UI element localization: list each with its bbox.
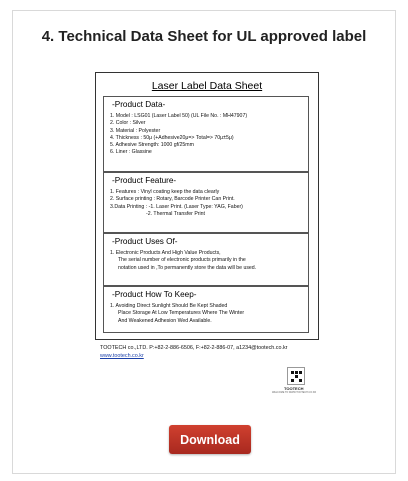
section-heading: -Product Feature- [112, 176, 177, 185]
data-sheet-image [95, 72, 319, 340]
section-heading: -Product How To Keep- [112, 290, 197, 299]
product-keep-section [103, 286, 309, 333]
data-line: 2. Color : Silver [110, 120, 146, 127]
product-uses-section [103, 233, 309, 286]
keep-line: And Weakened Adhesion Wed Available. [118, 317, 212, 324]
feature-line: 1. Features : Vinyl coating keep the data clearly [110, 189, 220, 195]
page-title: 4. Technical Data Sheet for UL approved label [41, 28, 367, 45]
product-feature-section [103, 172, 309, 233]
data-line: 6. Liner : Glassine [110, 149, 152, 156]
product-data-section [103, 96, 309, 172]
company-contact: TOOTECH co.,LTD. P:+82-2-886-6506, F:+82-2-886-07, a1234@tootech.co.kr [100, 345, 288, 351]
website-link[interactable]: www.tootech.co.kr [100, 353, 144, 359]
download-button[interactable]: Download [169, 425, 251, 454]
data-line: 4. Thickness : 50μ (+Adhesive20μ=> Total=> 70μ±5μ) [110, 134, 234, 141]
section-heading: -Product Data- [112, 100, 166, 109]
uses-line: 1. Electronic Products And High Value Products, [110, 250, 221, 256]
logo-tagline: WELCOME TO WWW.TOOTECH.CO.KR [272, 391, 317, 394]
sheet-title: Laser Label Data Sheet [151, 80, 263, 92]
data-line: 1. Model : LSG01 (Laser Label 50) (UL File No. : MH47907) [110, 113, 248, 119]
logo-name: TOOTECH [284, 386, 304, 391]
section-heading: -Product Uses Of- [112, 237, 178, 246]
uses-line: The serial number of electronic products primarily in the [118, 257, 246, 264]
uses-line: notation used in ,To permanently store the data will be used. [118, 264, 257, 271]
feature-line: -2. Thermal Transfer Print [146, 210, 206, 217]
feature-line: 3.Data Printing : -1. Laser Print. (Laser Type: YAG, Faber) [110, 203, 243, 210]
company-logo-icon [287, 367, 305, 385]
keep-line: 1. Avoiding Direct Sunlight Should Be Kept Shaded [110, 303, 228, 309]
data-line: 5. Adhesive Strength: 1000 gf/25mm [110, 142, 194, 149]
data-line: 3. Material : Polyester [110, 127, 161, 134]
feature-line: 2. Surface printing : Rotary, Barcode Printer Can Print. [110, 196, 235, 203]
keep-line: Place Storage At Low Temperatures Where The Winter [118, 310, 245, 317]
